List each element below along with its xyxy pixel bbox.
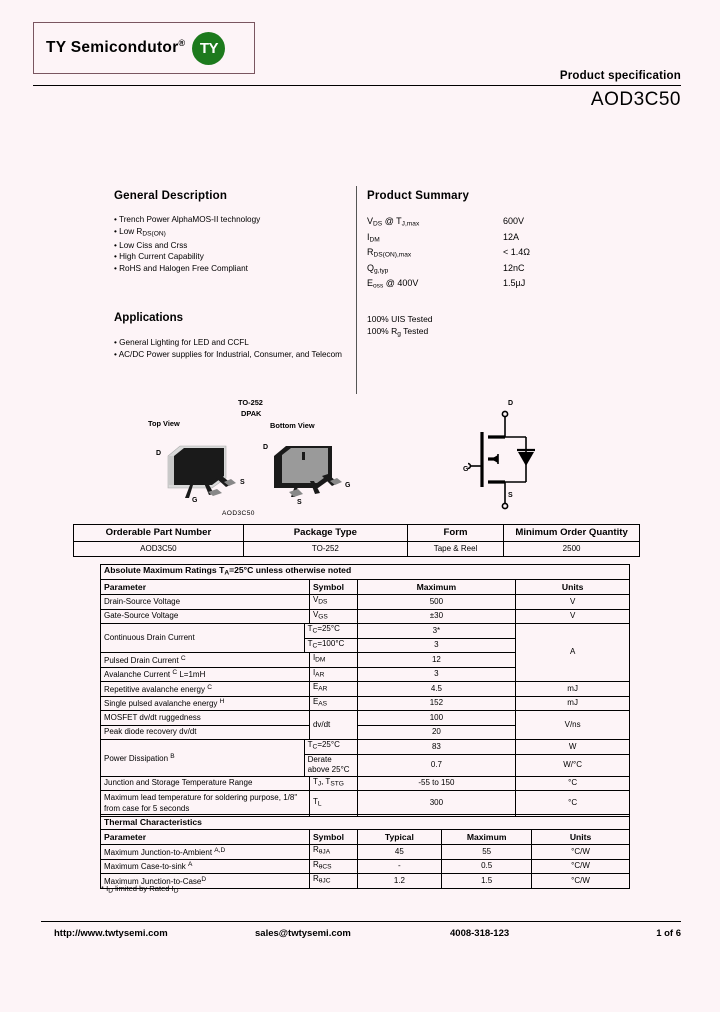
footer-email-link[interactable]: sales@twtysemi.com: [255, 928, 351, 939]
table-row: [101, 776, 630, 791]
applications-list: [114, 337, 354, 360]
column-header-package-type: Package Type: [243, 525, 407, 542]
table-row: [101, 845, 630, 860]
footer-phone: 4008-318-123: [450, 928, 510, 939]
list-item: • General Lighting for LED and CCFL: [114, 338, 249, 347]
summary-row: [367, 214, 647, 230]
summary-value: 12A: [503, 231, 520, 242]
column-header-parameter: Parameter: [101, 830, 310, 845]
ordering-information-table: [73, 524, 640, 557]
summary-label: $I_{DM}$: [367, 231, 380, 243]
header-divider: [33, 85, 681, 86]
cell-maximum: 20: [357, 725, 516, 740]
cell-units: °C/W: [532, 845, 630, 860]
general-description-title: General Description: [114, 190, 228, 202]
pin-label-g: G: [192, 497, 198, 504]
product-summary-title: Product Summary: [367, 190, 470, 202]
pin-label-d: D: [156, 450, 162, 457]
thermal-characteristics-title: Thermal Characteristics: [101, 815, 630, 830]
cell-parameter: Maximum Case-to-sink $^A$: [101, 859, 310, 874]
footer-website-link[interactable]: http://www.twtysemi.com: [54, 928, 168, 939]
cell-units: mJ: [516, 682, 630, 697]
cell-symbol: $R_{\theta CS}$: [309, 859, 357, 874]
cell-symbol: $T_L$: [309, 791, 357, 817]
list-item: • Trench Power AlphaMOS-II technology: [114, 215, 261, 224]
summary-label: $R_{DS(ON),max}$: [367, 247, 412, 259]
cell-parameter: Maximum Junction-to-Case$^D$: [101, 874, 310, 889]
package-bottom-view-image: [266, 438, 344, 500]
table-header-row: [101, 830, 630, 845]
summary-label: $V_{DS}$ @ $T_{J,max}$: [367, 216, 420, 228]
summary-value: 1.5µJ: [503, 278, 526, 288]
cell-typical: 45: [357, 845, 442, 860]
cell-parameter: Junction and Storage Temperature Range: [101, 776, 310, 791]
table-row: [101, 595, 630, 610]
table-footnote: * $I_D$ limited by Rated $I_D$: [101, 884, 179, 895]
package-top-view-image: [160, 438, 238, 500]
cell-condition: $T_C=100^\circ C$: [304, 638, 357, 653]
test-coverage-notes: [367, 313, 433, 341]
column-header-units: Units: [532, 830, 630, 845]
pin-label-s: S: [240, 479, 245, 486]
cell-typical: 1.2: [357, 874, 442, 889]
cell-units: W/°C: [516, 754, 630, 776]
list-item: • RoHS and Halogen Free Compliant: [114, 263, 248, 273]
cell-symbol: $E_{AR}$: [309, 682, 357, 697]
list-item: • High Current Capability: [114, 252, 204, 262]
cell-maximum: 1.5: [442, 874, 532, 889]
footer-divider: [41, 921, 681, 922]
absolute-maximum-ratings-title: Absolute Maximum Ratings $T_A=25^\circ C$ unless otherwise noted: [101, 565, 630, 580]
rg-tested-note: 100% $R_g$ Tested: [367, 326, 429, 338]
thermal-characteristics-table: [100, 814, 630, 889]
cell-form: Tape & Reel: [407, 542, 503, 557]
cell-parameter: MOSFET dv/dt ruggedness: [101, 711, 310, 726]
summary-label: $E_{oss}$ @ 400V: [367, 278, 419, 290]
column-header-maximum: Maximum: [357, 580, 516, 595]
table-row: [101, 711, 630, 726]
cell-part-number: AOD3C50: [74, 542, 244, 557]
cell-units: V/ns: [516, 711, 630, 740]
cell-maximum: 3: [357, 638, 516, 653]
column-header-symbol: Symbol: [309, 580, 357, 595]
cell-maximum: 4.5: [357, 682, 516, 697]
column-header-symbol: Symbol: [309, 830, 357, 845]
schematic-label-gate: G: [463, 466, 469, 473]
cell-condition: $T_C=25^\circ C$: [304, 624, 357, 639]
company-name: TY Semicondutor®: [46, 38, 186, 57]
cell-condition: Derate above 25°C: [304, 754, 357, 776]
cell-units: °C/W: [532, 859, 630, 874]
pin-label-d-bottom: D: [263, 444, 269, 451]
cell-symbol: dv/dt: [309, 711, 357, 740]
column-header-units: Units: [516, 580, 630, 595]
table-header-row: [101, 580, 630, 595]
package-drawing-area: [100, 396, 640, 522]
absolute-maximum-ratings-table: [100, 564, 630, 817]
cell-parameter: Peak diode recovery dv/dt: [101, 725, 310, 740]
table-row: [101, 740, 630, 755]
general-description-list: [114, 214, 350, 274]
cell-units: °C: [516, 791, 630, 817]
column-header-parameter: Parameter: [101, 580, 310, 595]
cell-maximum: 3*: [357, 624, 516, 639]
column-divider: [356, 186, 357, 394]
table-row: [101, 874, 630, 889]
cell-units: °C: [516, 776, 630, 791]
footer-page-number: 1 of 6: [656, 928, 681, 939]
cell-units: mJ: [516, 696, 630, 711]
column-header-moq: Minimum Order Quantity: [504, 525, 640, 542]
list-item: • AC/DC Power supplies for Industrial, Consumer, and Telecom: [114, 349, 342, 359]
cell-maximum: 152: [357, 696, 516, 711]
cell-symbol: $R_{\theta JA}$: [309, 845, 357, 860]
cell-units: W: [516, 740, 630, 755]
applications-title: Applications: [114, 312, 184, 324]
summary-label: $Q_{g,typ}$: [367, 262, 389, 274]
cell-maximum: 12: [357, 653, 516, 668]
schematic-label-drain: D: [508, 400, 514, 407]
table-row: [101, 696, 630, 711]
cell-symbol: $I_{AR}$: [309, 667, 357, 682]
summary-row: [367, 245, 647, 261]
column-header-typical: Typical: [357, 830, 442, 845]
cell-condition: $T_C=25^\circ C$: [304, 740, 357, 755]
cell-maximum: 300: [357, 791, 516, 817]
registered-mark: ®: [178, 38, 186, 49]
cell-parameter: Avalanche Current $^C$ L=1mH: [101, 667, 310, 682]
company-logo: [33, 22, 255, 74]
table-row: [101, 859, 630, 874]
table-band-title-row: [101, 815, 630, 830]
bottom-view-label: Bottom View: [270, 421, 315, 430]
mosfet-schematic-symbol: [468, 404, 598, 516]
column-header-part-number: Orderable Part Number: [74, 525, 244, 542]
cell-symbol: $T_J$, $T_{STG}$: [309, 776, 357, 791]
top-view-label: Top View: [148, 419, 180, 428]
table-band-title-row: [101, 565, 630, 580]
cell-maximum: 100: [357, 711, 516, 726]
cell-maximum: 3: [357, 667, 516, 682]
cell-maximum: 0.7: [357, 754, 516, 776]
table-header-row: [74, 525, 640, 542]
package-part-marking: AOD3C50: [222, 510, 255, 517]
cell-parameter: Power Dissipation $^B$: [101, 740, 305, 777]
cell-maximum: 55: [442, 845, 532, 860]
pin-label-s-bottom: S: [297, 499, 302, 506]
table-row: [101, 609, 630, 624]
summary-value: 600V: [503, 216, 525, 226]
cell-parameter: Pulsed Drain Current $^C$: [101, 653, 310, 668]
cell-parameter: Drain-Source Voltage: [101, 595, 310, 610]
table-row: [101, 624, 630, 639]
table-row: [74, 542, 640, 557]
cell-parameter: Maximum Junction-to-Ambient $^{A,D}$: [101, 845, 310, 860]
cell-parameter: Gate-Source Voltage: [101, 609, 310, 624]
cell-package-type: TO-252: [243, 542, 407, 557]
table-row: [101, 791, 630, 817]
uis-tested-note: 100% UIS Tested: [367, 314, 433, 324]
cell-maximum: 500: [357, 595, 516, 610]
summary-value: < 1.4Ω: [503, 247, 530, 257]
cell-symbol: $V_{GS}$: [309, 609, 357, 624]
package-type-label: TO-252: [238, 398, 263, 407]
general-description-section: [114, 190, 350, 274]
cell-symbol: $I_{DM}$: [309, 653, 357, 668]
product-specification-label: Product specification: [559, 70, 681, 82]
cell-parameter: Continuous Drain Current: [101, 624, 305, 653]
table-row: [101, 682, 630, 697]
column-header-form: Form: [407, 525, 503, 542]
cell-symbol: $E_{AS}$: [309, 696, 357, 711]
cell-symbol: $V_{DS}$: [309, 595, 357, 610]
page-title: AOD3C50: [590, 89, 681, 110]
schematic-label-source: S: [508, 492, 513, 499]
cell-maximum: ±30: [357, 609, 516, 624]
cell-units: A: [516, 624, 630, 682]
cell-parameter: Repetitive avalanche energy $^C$: [101, 682, 310, 697]
product-summary-rows: [367, 214, 647, 292]
cell-units: V: [516, 609, 630, 624]
cell-units: °C/W: [532, 874, 630, 889]
summary-row: [367, 276, 647, 292]
list-item: • Low Ciss and Crss: [114, 240, 188, 250]
product-summary-section: [367, 190, 647, 292]
cell-parameter: Maximum lead temperature for soldering purpose, 1/8" from case for 5 seconds: [101, 791, 310, 817]
cell-maximum: 83: [357, 740, 516, 755]
summary-value: 12nC: [503, 262, 525, 273]
list-item: • Low $R_{DS(ON)}$: [114, 226, 166, 238]
cell-maximum: -55 to 150: [357, 776, 516, 791]
pin-label-g-bottom: G: [345, 482, 351, 489]
cell-symbol: $R_{\theta JC}$: [309, 874, 357, 889]
cell-units: V: [516, 595, 630, 610]
summary-row: [367, 261, 647, 277]
package-dpak-label: DPAK: [241, 409, 262, 418]
ty-badge-icon: TY: [192, 32, 225, 65]
page-footer: [41, 928, 681, 944]
cell-moq: 2500: [504, 542, 640, 557]
cell-parameter: Single pulsed avalanche energy $^H$: [101, 696, 310, 711]
column-header-maximum: Maximum: [442, 830, 532, 845]
cell-typical: -: [357, 859, 442, 874]
summary-row: [367, 230, 647, 246]
cell-maximum: 0.5: [442, 859, 532, 874]
